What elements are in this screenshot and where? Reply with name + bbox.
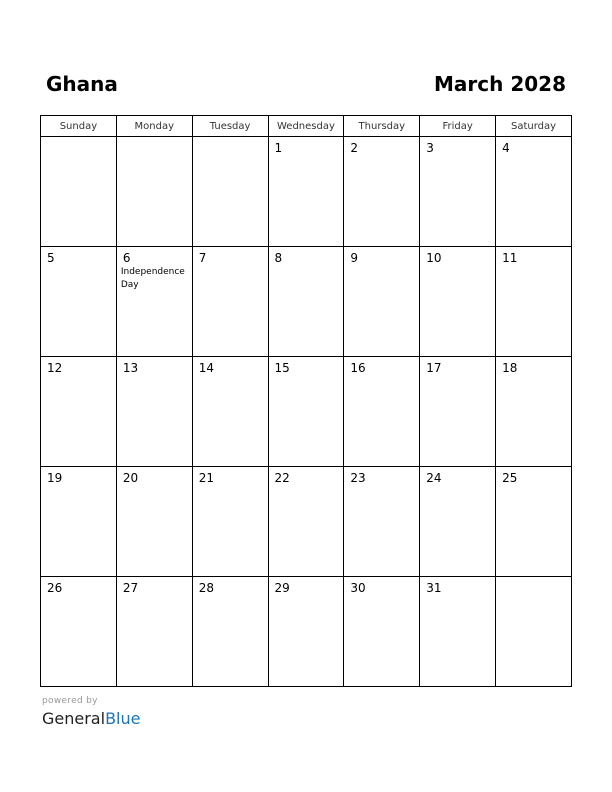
day-number: 25 <box>502 471 518 485</box>
week-row <box>41 247 572 357</box>
day-number: 17 <box>426 361 442 375</box>
day-number: 28 <box>198 581 214 595</box>
day-cell <box>496 467 572 577</box>
week-row <box>41 357 572 467</box>
day-cell <box>420 577 496 687</box>
day-number: 19 <box>47 471 63 485</box>
day-number: 10 <box>426 251 442 265</box>
calendar-grid <box>40 115 572 687</box>
day-number: 14 <box>198 361 214 375</box>
day-cell <box>41 577 117 687</box>
day-number: 11 <box>502 251 518 265</box>
day-cell <box>192 467 268 577</box>
day-number: 13 <box>122 361 139 375</box>
weekday-saturday: Saturday <box>496 116 572 137</box>
day-cell <box>192 137 268 247</box>
day-cell <box>420 357 496 467</box>
day-cell <box>41 137 117 247</box>
brand-blue-text: Blue <box>105 709 141 728</box>
weekday-header-row <box>41 116 572 137</box>
day-cell <box>344 577 420 687</box>
week-row <box>41 467 572 577</box>
day-cell <box>192 357 268 467</box>
day-cell <box>41 247 117 357</box>
day-number: 8 <box>274 251 283 265</box>
day-number: 2 <box>350 141 359 155</box>
day-cell <box>268 247 344 357</box>
day-cell <box>344 467 420 577</box>
footer-brand <box>42 696 140 729</box>
day-cell <box>344 357 420 467</box>
weekday-friday: Friday <box>420 116 496 137</box>
day-cell <box>41 357 117 467</box>
calendar-body <box>41 137 572 687</box>
weekday-sunday: Sunday <box>41 116 117 137</box>
day-number: 12 <box>47 361 63 375</box>
day-number: 26 <box>47 581 63 595</box>
day-number: 22 <box>274 471 290 485</box>
holiday-label: Independence Day <box>120 267 185 290</box>
country-title: Ghana <box>46 72 118 96</box>
week-row <box>41 577 572 687</box>
day-number: 16 <box>350 361 366 375</box>
day-cell <box>420 137 496 247</box>
day-cell <box>496 357 572 467</box>
day-cell <box>268 357 344 467</box>
powered-by-label: powered by <box>42 696 98 706</box>
day-number: 1 <box>274 141 283 155</box>
day-number: 20 <box>122 471 139 485</box>
day-cell <box>192 247 268 357</box>
day-number: 29 <box>274 581 290 595</box>
week-row <box>41 137 572 247</box>
generalblue-logo <box>42 709 140 729</box>
day-cell <box>268 137 344 247</box>
weekday-monday: Monday <box>116 116 192 137</box>
day-cell <box>344 247 420 357</box>
weekday-wednesday: Wednesday <box>268 116 344 137</box>
day-cell <box>192 577 268 687</box>
day-cell <box>496 247 572 357</box>
weekday-thursday: Thursday <box>344 116 420 137</box>
day-cell <box>116 247 192 357</box>
day-cell <box>496 577 572 687</box>
day-cell <box>116 577 192 687</box>
day-number: 30 <box>350 581 366 595</box>
day-number: 4 <box>502 141 510 155</box>
day-cell <box>116 137 192 247</box>
brand-general-text: General <box>42 709 106 728</box>
day-cell <box>116 357 192 467</box>
day-cell <box>496 137 572 247</box>
day-number: 31 <box>426 581 442 595</box>
day-cell <box>344 137 420 247</box>
day-number: 27 <box>122 581 139 595</box>
day-number: 9 <box>350 251 359 265</box>
day-cell <box>116 467 192 577</box>
day-number: 7 <box>198 251 207 265</box>
day-number: 6 <box>122 251 131 265</box>
day-cell <box>420 247 496 357</box>
weekday-tuesday: Tuesday <box>192 116 268 137</box>
day-cell <box>420 467 496 577</box>
day-number: 3 <box>426 141 434 155</box>
day-number: 24 <box>426 471 442 485</box>
day-number: 5 <box>47 251 55 265</box>
month-year-title: March 2028 <box>434 72 566 96</box>
day-number: 15 <box>274 361 290 375</box>
day-number: 21 <box>198 471 214 485</box>
day-number: 18 <box>502 361 518 375</box>
day-cell <box>268 467 344 577</box>
day-cell <box>268 577 344 687</box>
day-number: 23 <box>350 471 366 485</box>
day-cell <box>41 467 117 577</box>
